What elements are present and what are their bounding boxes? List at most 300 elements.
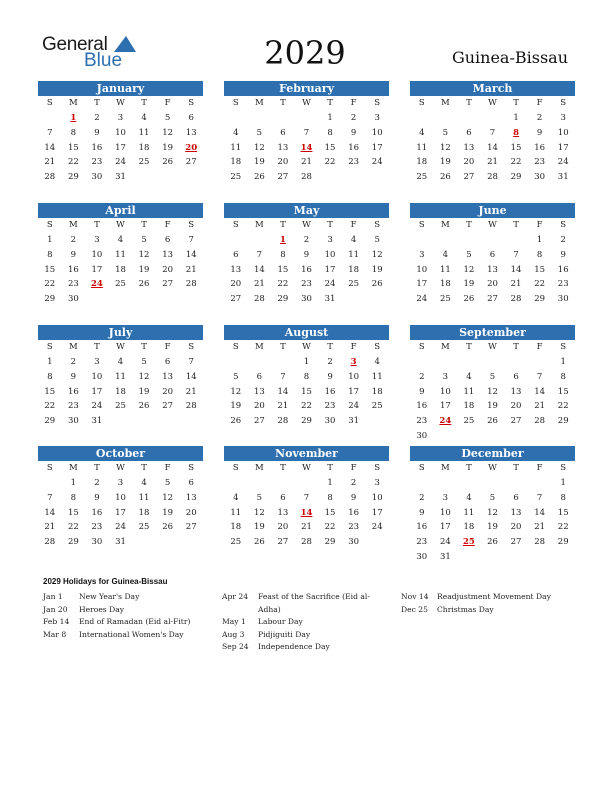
- empty-cell: [457, 111, 481, 126]
- day-cell: 2: [350, 478, 357, 488]
- day-cell: 5: [256, 492, 263, 503]
- day-cell: 23: [416, 537, 428, 548]
- weekday-label: S: [188, 98, 195, 108]
- day-cell: 9: [327, 371, 333, 382]
- day-cell: 7: [188, 357, 194, 367]
- day-cell: 9: [419, 386, 425, 397]
- weekday-label: T: [513, 98, 519, 108]
- day-cell: 5: [164, 113, 171, 123]
- day-cell: 19: [230, 401, 242, 412]
- day-cell: 17: [91, 264, 103, 275]
- month-november: [224, 446, 389, 550]
- day-cell: 29: [44, 294, 56, 305]
- day-grid: [224, 340, 389, 429]
- day-cell: 9: [70, 371, 77, 382]
- weekday-label: T: [280, 220, 286, 230]
- day-cell: 8: [303, 371, 310, 382]
- day-cell: 2: [70, 357, 77, 367]
- day-cell: 1: [560, 478, 566, 488]
- day-cell: 25: [138, 522, 150, 533]
- month-december: [410, 446, 575, 565]
- day-cell: 1: [513, 113, 519, 123]
- empty-cell: [295, 111, 319, 126]
- day-cell: 6: [164, 235, 171, 245]
- holiday-day-cell: 25: [463, 537, 475, 548]
- month-september: [410, 325, 575, 444]
- day-cell: 19: [253, 157, 265, 168]
- day-cell: 15: [301, 386, 312, 397]
- day-cell: 21: [534, 522, 546, 533]
- day-cell: 21: [253, 279, 265, 290]
- day-cell: 23: [348, 157, 360, 168]
- day-cell: 20: [510, 522, 522, 533]
- month-header: May: [224, 203, 389, 218]
- weekday-label: T: [280, 463, 286, 473]
- day-cell: 18: [463, 522, 475, 533]
- month-april: [38, 203, 203, 307]
- month-february: [224, 81, 389, 185]
- day-cell: 4: [466, 371, 472, 382]
- day-cell: 2: [419, 492, 425, 503]
- day-cell: 16: [67, 264, 79, 275]
- day-cell: 24: [416, 294, 428, 305]
- day-cell: 22: [324, 522, 336, 533]
- day-cell: 2: [350, 113, 357, 123]
- day-cell: 28: [185, 279, 197, 290]
- day-cell: 7: [513, 249, 519, 260]
- holiday-date: Sep 24: [222, 642, 249, 651]
- day-cell: 13: [162, 249, 174, 260]
- weekday-label: F: [536, 220, 543, 230]
- day-cell: 11: [138, 492, 150, 503]
- day-cell: 24: [348, 401, 360, 412]
- day-cell: 27: [277, 537, 289, 548]
- weekday-label: T: [280, 98, 286, 108]
- weekday-label: W: [488, 342, 497, 352]
- weekday-label: S: [188, 463, 195, 473]
- day-cell: 4: [466, 492, 472, 503]
- day-cell: 13: [185, 127, 197, 138]
- day-cell: 14: [185, 371, 197, 382]
- weekday-label: M: [440, 463, 450, 473]
- day-cell: 8: [560, 492, 566, 503]
- day-cell: 8: [47, 371, 53, 382]
- holiday-name: Pidjiguiti Day: [258, 629, 311, 639]
- holiday-date: Apr 24: [222, 592, 249, 601]
- day-cell: 14: [510, 264, 522, 275]
- day-cell: 26: [439, 172, 451, 183]
- day-cell: 13: [487, 264, 498, 275]
- day-grid: [38, 218, 203, 307]
- month-june: [410, 203, 575, 307]
- day-cell: 6: [513, 371, 519, 382]
- weekday-label: S: [232, 98, 239, 108]
- day-cell: 17: [324, 264, 336, 275]
- day-cell: 12: [162, 127, 174, 138]
- month-header: July: [38, 325, 203, 340]
- weekday-label: T: [94, 220, 100, 230]
- month-header: January: [38, 81, 203, 96]
- weekday-label: S: [560, 220, 567, 230]
- day-cell: 5: [466, 249, 472, 260]
- month-header: February: [224, 81, 389, 96]
- day-cell: 25: [230, 537, 242, 548]
- holiday-date: Dec 25: [401, 604, 428, 614]
- holiday-date: Aug 3: [222, 629, 245, 639]
- month-header: December: [410, 446, 575, 461]
- day-cell: 2: [560, 235, 566, 245]
- day-grid: [410, 461, 575, 565]
- day-cell: 22: [67, 157, 79, 168]
- day-cell: 25: [371, 401, 383, 412]
- day-cell: 17: [91, 386, 103, 397]
- holiday-date: Jan 20: [43, 604, 68, 614]
- day-cell: 5: [374, 235, 380, 245]
- day-cell: 24: [115, 522, 126, 533]
- day-cell: 12: [487, 507, 498, 518]
- day-cell: 28: [253, 294, 265, 305]
- empty-cell: [481, 355, 505, 370]
- weekday-label: F: [164, 220, 171, 230]
- day-cell: 28: [185, 401, 197, 412]
- day-cell: 24: [91, 401, 103, 412]
- weekday-label: T: [94, 98, 100, 108]
- day-cell: 16: [416, 401, 428, 412]
- empty-cell: [38, 111, 62, 126]
- day-cell: 21: [487, 157, 498, 168]
- day-cell: 27: [162, 401, 174, 412]
- weekday-label: T: [513, 342, 519, 352]
- day-cell: 2: [70, 235, 77, 245]
- weekday-label: W: [116, 220, 125, 230]
- day-cell: 13: [277, 142, 289, 153]
- day-cell: 11: [115, 371, 126, 382]
- holiday-item: [43, 629, 208, 642]
- day-cell: 30: [416, 430, 428, 441]
- day-cell: 22: [510, 157, 522, 168]
- day-cell: 3: [117, 478, 124, 488]
- weekday-label: T: [141, 463, 147, 473]
- day-cell: 9: [350, 127, 357, 138]
- weekday-label: F: [164, 463, 171, 473]
- day-cell: 26: [463, 294, 475, 305]
- day-cell: 16: [324, 386, 336, 397]
- day-cell: 8: [327, 127, 333, 138]
- month-header: August: [224, 325, 389, 340]
- day-cell: 28: [44, 172, 56, 183]
- empty-cell: [528, 355, 552, 370]
- day-cell: 12: [138, 249, 150, 260]
- weekday-label: T: [466, 342, 472, 352]
- day-cell: 21: [44, 522, 56, 533]
- day-cell: 26: [138, 401, 150, 412]
- day-cell: 6: [513, 492, 519, 503]
- day-cell: 10: [416, 264, 428, 275]
- empty-cell: [271, 476, 295, 491]
- day-cell: 3: [94, 357, 100, 367]
- day-cell: 19: [253, 522, 265, 533]
- day-cell: 13: [510, 386, 522, 397]
- empty-cell: [481, 476, 505, 491]
- holiday-day-cell: 20: [185, 142, 198, 153]
- day-cell: 3: [442, 492, 449, 503]
- day-cell: 19: [371, 264, 383, 275]
- day-cell: 22: [277, 279, 289, 290]
- day-cell: 10: [115, 492, 126, 503]
- day-cell: 12: [371, 249, 383, 260]
- day-cell: 31: [324, 294, 336, 305]
- day-cell: 30: [67, 416, 79, 427]
- weekday-label: T: [327, 220, 333, 230]
- empty-cell: [434, 355, 458, 370]
- day-cell: 3: [374, 113, 380, 123]
- holiday-item: [222, 591, 382, 616]
- day-cell: 21: [510, 279, 522, 290]
- day-cell: 18: [115, 386, 126, 397]
- day-cell: 25: [463, 416, 475, 427]
- day-cell: 31: [91, 416, 103, 427]
- day-cell: 16: [67, 386, 79, 397]
- day-cell: 12: [162, 492, 174, 503]
- day-cell: 27: [230, 294, 242, 305]
- holiday-item: [222, 629, 382, 642]
- day-cell: 18: [138, 142, 150, 153]
- weekday-label: F: [350, 342, 357, 352]
- month-header: April: [38, 203, 203, 218]
- day-cell: 7: [489, 127, 496, 138]
- holiday-name: International Women's Day: [79, 629, 184, 639]
- day-cell: 15: [44, 264, 56, 275]
- day-cell: 27: [510, 537, 522, 548]
- weekday-label: F: [350, 220, 357, 230]
- weekday-label: M: [440, 220, 450, 230]
- day-cell: 9: [560, 249, 566, 260]
- day-cell: 20: [162, 264, 174, 275]
- empty-cell: [410, 233, 434, 248]
- day-cell: 11: [230, 142, 242, 153]
- day-cell: 3: [327, 235, 333, 245]
- day-cell: 23: [91, 522, 103, 533]
- day-cell: 18: [138, 507, 150, 518]
- day-cell: 20: [253, 401, 265, 412]
- day-cell: 18: [230, 522, 242, 533]
- weekday-label: S: [46, 342, 53, 352]
- day-cell: 9: [536, 127, 543, 138]
- day-cell: 7: [303, 127, 310, 138]
- day-cell: 11: [138, 127, 150, 138]
- day-cell: 31: [557, 172, 569, 183]
- holiday-item: [401, 591, 566, 604]
- day-cell: 8: [70, 127, 77, 138]
- weekday-label: F: [164, 98, 171, 108]
- weekday-label: T: [94, 342, 100, 352]
- day-cell: 2: [419, 371, 425, 382]
- weekday-label: S: [188, 220, 195, 230]
- day-cell: 1: [327, 478, 333, 488]
- holiday-day-cell: 24: [439, 416, 452, 427]
- holiday-day-cell: 1: [70, 113, 77, 123]
- day-cell: 1: [303, 357, 310, 367]
- day-cell: 29: [67, 537, 79, 548]
- month-header: September: [410, 325, 575, 340]
- day-cell: 15: [557, 507, 569, 518]
- weekday-label: M: [254, 98, 264, 108]
- day-cell: 23: [324, 401, 336, 412]
- day-cell: 6: [233, 249, 239, 260]
- holiday-column: [222, 591, 382, 654]
- holiday-item: [43, 616, 208, 629]
- day-cell: 25: [230, 172, 242, 183]
- day-cell: 17: [115, 142, 126, 153]
- day-cell: 30: [348, 537, 360, 548]
- day-cell: 31: [439, 551, 451, 562]
- day-cell: 11: [371, 371, 383, 382]
- day-cell: 27: [185, 522, 197, 533]
- day-grid: [38, 96, 203, 185]
- day-cell: 12: [138, 371, 150, 382]
- day-cell: 24: [324, 279, 336, 290]
- weekday-label: S: [374, 220, 381, 230]
- empty-cell: [248, 355, 272, 370]
- day-cell: 20: [277, 522, 289, 533]
- day-cell: 22: [67, 522, 79, 533]
- day-cell: 11: [230, 507, 242, 518]
- day-grid: [410, 340, 575, 444]
- holiday-column: [43, 591, 208, 641]
- day-cell: 30: [557, 294, 569, 305]
- weekday-label: F: [164, 342, 171, 352]
- empty-cell: [504, 476, 528, 491]
- day-cell: 2: [536, 113, 543, 123]
- weekday-label: T: [141, 98, 147, 108]
- empty-cell: [224, 111, 248, 126]
- day-cell: 31: [115, 172, 126, 183]
- day-cell: 13: [253, 386, 265, 397]
- day-cell: 29: [324, 537, 336, 548]
- weekday-label: M: [254, 220, 264, 230]
- weekday-label: S: [560, 463, 567, 473]
- holiday-date: Jan 1: [43, 592, 63, 601]
- day-cell: 17: [557, 142, 569, 153]
- day-cell: 16: [301, 264, 312, 275]
- day-cell: 25: [115, 279, 126, 290]
- day-cell: 14: [253, 264, 265, 275]
- day-grid: [224, 96, 389, 185]
- day-cell: 5: [442, 127, 449, 138]
- weekday-label: M: [254, 342, 264, 352]
- day-cell: 12: [253, 507, 265, 518]
- day-cell: 11: [115, 249, 126, 260]
- day-cell: 17: [439, 522, 451, 533]
- empty-cell: [295, 476, 319, 491]
- weekday-label: T: [327, 463, 333, 473]
- day-cell: 1: [47, 357, 53, 367]
- weekday-label: M: [440, 342, 450, 352]
- holiday-day-cell: 14: [300, 142, 313, 153]
- day-cell: 5: [489, 371, 496, 382]
- day-cell: 1: [536, 235, 543, 245]
- day-cell: 22: [301, 401, 312, 412]
- day-cell: 24: [115, 157, 126, 168]
- holiday-day-cell: 1: [279, 235, 286, 245]
- day-cell: 4: [141, 478, 147, 488]
- day-cell: 10: [439, 386, 451, 397]
- day-cell: 26: [230, 416, 242, 427]
- day-cell: 27: [277, 172, 289, 183]
- day-cell: 24: [439, 537, 451, 548]
- day-cell: 26: [371, 279, 383, 290]
- day-cell: 15: [67, 507, 79, 518]
- day-cell: 4: [117, 357, 124, 367]
- day-cell: 18: [439, 279, 451, 290]
- empty-cell: [434, 233, 458, 248]
- day-cell: 12: [487, 386, 498, 397]
- day-cell: 8: [47, 249, 53, 260]
- holiday-day-cell: 24: [91, 279, 103, 290]
- day-cell: 21: [277, 401, 289, 412]
- day-cell: 30: [416, 551, 428, 562]
- day-cell: 11: [416, 142, 428, 153]
- day-cell: 17: [371, 142, 383, 153]
- day-cell: 14: [185, 249, 197, 260]
- day-cell: 15: [324, 142, 336, 153]
- day-cell: 8: [280, 249, 286, 260]
- day-cell: 30: [67, 294, 79, 305]
- day-cell: 16: [534, 142, 546, 153]
- day-cell: 9: [94, 492, 100, 503]
- weekday-label: M: [68, 342, 78, 352]
- day-cell: 25: [348, 279, 360, 290]
- day-cell: 16: [91, 507, 103, 518]
- day-grid: [410, 96, 575, 185]
- day-cell: 27: [253, 416, 265, 427]
- weekday-label: S: [418, 220, 425, 230]
- day-cell: 6: [280, 492, 286, 503]
- holiday-item: [43, 591, 208, 604]
- day-cell: 25: [439, 294, 451, 305]
- day-cell: 27: [463, 172, 475, 183]
- day-cell: 1: [47, 235, 53, 245]
- day-cell: 4: [374, 357, 380, 367]
- day-cell: 28: [510, 294, 522, 305]
- holiday-name: Independence Day: [258, 642, 330, 651]
- day-cell: 23: [348, 522, 360, 533]
- day-cell: 4: [117, 235, 124, 245]
- day-cell: 8: [327, 492, 333, 503]
- day-cell: 19: [138, 264, 150, 275]
- day-cell: 27: [510, 416, 522, 427]
- weekday-label: W: [116, 463, 125, 473]
- holiday-name: Readjustment Movement Day: [437, 592, 551, 601]
- weekday-label: T: [466, 463, 472, 473]
- holiday-name: New Year's Day: [79, 592, 140, 601]
- day-cell: 23: [534, 157, 546, 168]
- day-cell: 14: [534, 507, 546, 518]
- weekday-label: W: [302, 98, 311, 108]
- weekday-label: T: [327, 342, 333, 352]
- weekday-label: T: [466, 220, 472, 230]
- empty-cell: [410, 355, 434, 370]
- day-cell: 4: [233, 127, 239, 138]
- day-cell: 20: [487, 279, 498, 290]
- day-cell: 19: [463, 279, 475, 290]
- empty-cell: [271, 355, 295, 370]
- day-cell: 23: [416, 416, 428, 427]
- weekday-label: T: [513, 463, 519, 473]
- weekday-label: W: [116, 342, 125, 352]
- day-cell: 13: [277, 507, 289, 518]
- empty-cell: [248, 476, 272, 491]
